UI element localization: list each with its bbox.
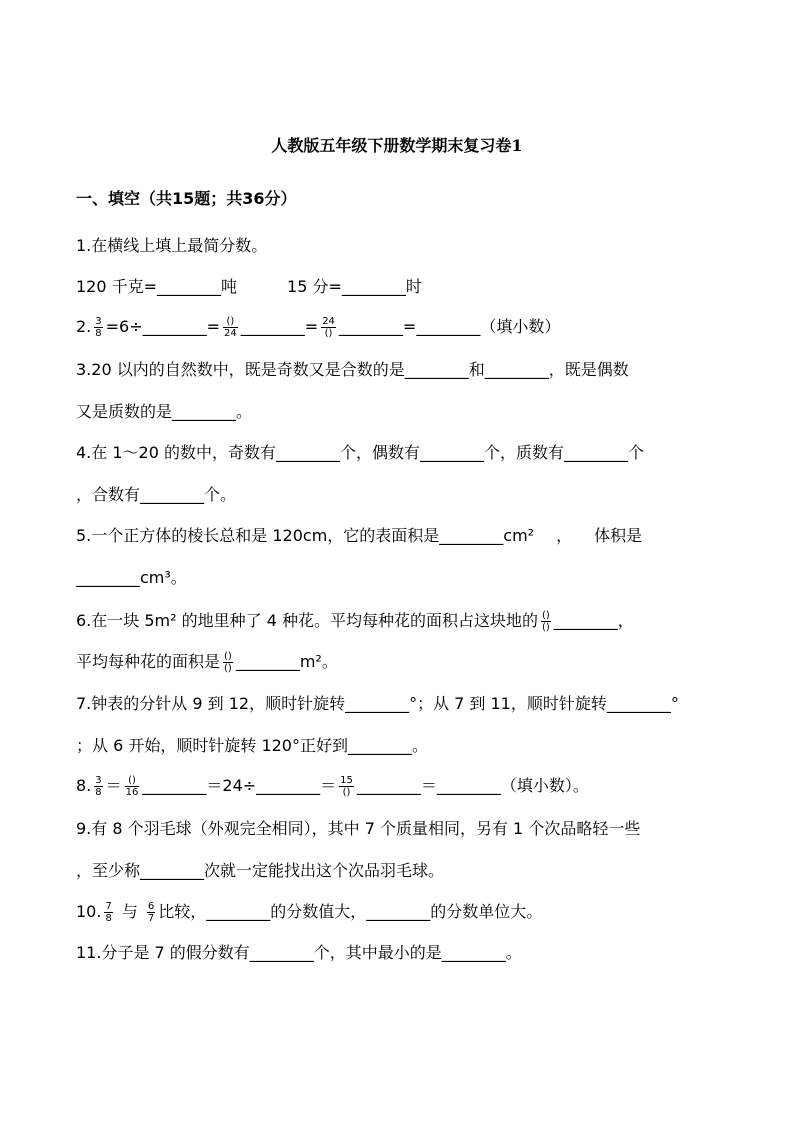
section-heading: 一、填空（共15题；共36分） [76,189,297,208]
question-2-text-1: =6÷________= [105,317,221,336]
fraction-3-8 [94,316,102,339]
question-7-line-1: 7.钟表的分针从 9 到 12，顺时针旋转________°；从 7 到 11，顺时针旋转________° [76,694,679,713]
question-9-line-2: ，至少称________次就一定能找出这个次品羽毛球。 [76,861,445,880]
question-5-text-a: 5.一个正方体的棱长总和是 120cm，它的表面积是________cm² [76,526,535,545]
fraction-numerator: 6 [147,901,155,912]
question-10-number: 10. [76,902,102,921]
fraction-numerator: () [125,775,140,787]
fraction-3-8 [94,775,102,798]
fraction-denominator: 7 [147,913,155,924]
fraction-denominator: 8 [105,913,112,924]
fraction-denominator: () [324,328,333,339]
question-1-instruction: 1.在横线上填上最简分数。 [76,236,268,255]
question-5-text-c: 体积是 [594,526,643,545]
fraction-7-8 [104,901,112,924]
fraction-6-7 [147,901,155,924]
fraction-denominator: 24 [224,328,237,339]
fraction-numerator: () [223,316,238,328]
fraction-24-blank [321,316,336,339]
question-6-text-3: 平均每种花的面积是 [76,652,221,671]
question-9-line-1: 9.有 8 个羽毛球（外观完全相同），其中 7 个质量相同，另有 1 个次品略轻一些 [76,819,641,838]
fraction-numerator: 3 [95,316,102,327]
fraction-numerator: 24 [322,316,335,327]
question-6-line-2 [76,651,338,674]
question-2-text-3: ________=________（填小数） [338,317,561,336]
fraction-denominator: 8 [95,787,102,798]
fraction-numerator: () [224,651,232,662]
question-10 [76,901,542,924]
question-3-line-1: 3.20 以内的自然数中，既是奇数又是合数的是________和________，既是偶数 [76,360,629,379]
fraction-numerator: () [541,610,550,621]
question-4-line-1: 4.在 1～20 的数中，奇数有________个，偶数有________个，质数有________个 [76,443,644,462]
fraction-denominator: () [342,787,351,798]
question-4-line-2: ，合数有________个。 [76,485,237,504]
question-7-line-2: ；从 6 开始，顺时针旋转 120°正好到________。 [76,736,428,755]
fraction-denominator: () [224,663,232,674]
fraction-blank-16 [125,775,140,798]
fraction-blank-blank [223,651,233,674]
question-8-text-1: ________＝24÷________＝ [142,776,337,795]
question-5-line-2: ________cm³。 [76,568,187,587]
question-11: 11.分子是 7 的假分数有________个，其中最小的是________。 [76,943,522,962]
equals-sign: ＝ [105,776,122,795]
question-8-text-2: ________＝________（填小数）。 [356,776,589,795]
question-8 [76,775,589,798]
question-1-items [76,276,422,298]
question-6-text-4: ________m²。 [235,652,338,671]
fraction-numerator: 15 [340,775,353,786]
fraction-blank-24 [223,316,238,339]
question-8-number: 8. [76,776,92,795]
fraction-15-blank [339,775,354,798]
question-2 [76,316,560,339]
question-1-item-a: 120 千克=________吨 [76,277,238,296]
question-1-item-b: 15 分=________时 [287,277,422,296]
question-6-text-1: 6.在一块 5m² 的地里种了 4 种花。平均每种花的面积占这块地的 [76,611,538,630]
fraction-denominator: 8 [95,328,102,339]
fraction-denominator: () [541,622,550,633]
question-2-number: 2. [76,317,92,336]
fraction-denominator: 16 [125,787,139,798]
question-2-text-2: ________= [240,317,319,336]
question-5-text-b: ， [556,526,573,545]
question-6-line-1 [76,610,634,633]
question-10-text: 比较，________的分数值大，________的分数单位大。 [158,902,543,921]
fraction-numerator: 3 [95,775,102,786]
question-10-connector: 与 [121,902,138,921]
question-3-line-2: 又是质数的是________。 [76,402,253,421]
question-5-line-1 [76,525,642,547]
fraction-blank-blank [541,610,551,633]
question-6-text-2: ________， [553,611,634,630]
fraction-numerator: 7 [105,901,112,912]
document-title: 人教版五年级下册数学期末复习卷1 [271,136,523,155]
